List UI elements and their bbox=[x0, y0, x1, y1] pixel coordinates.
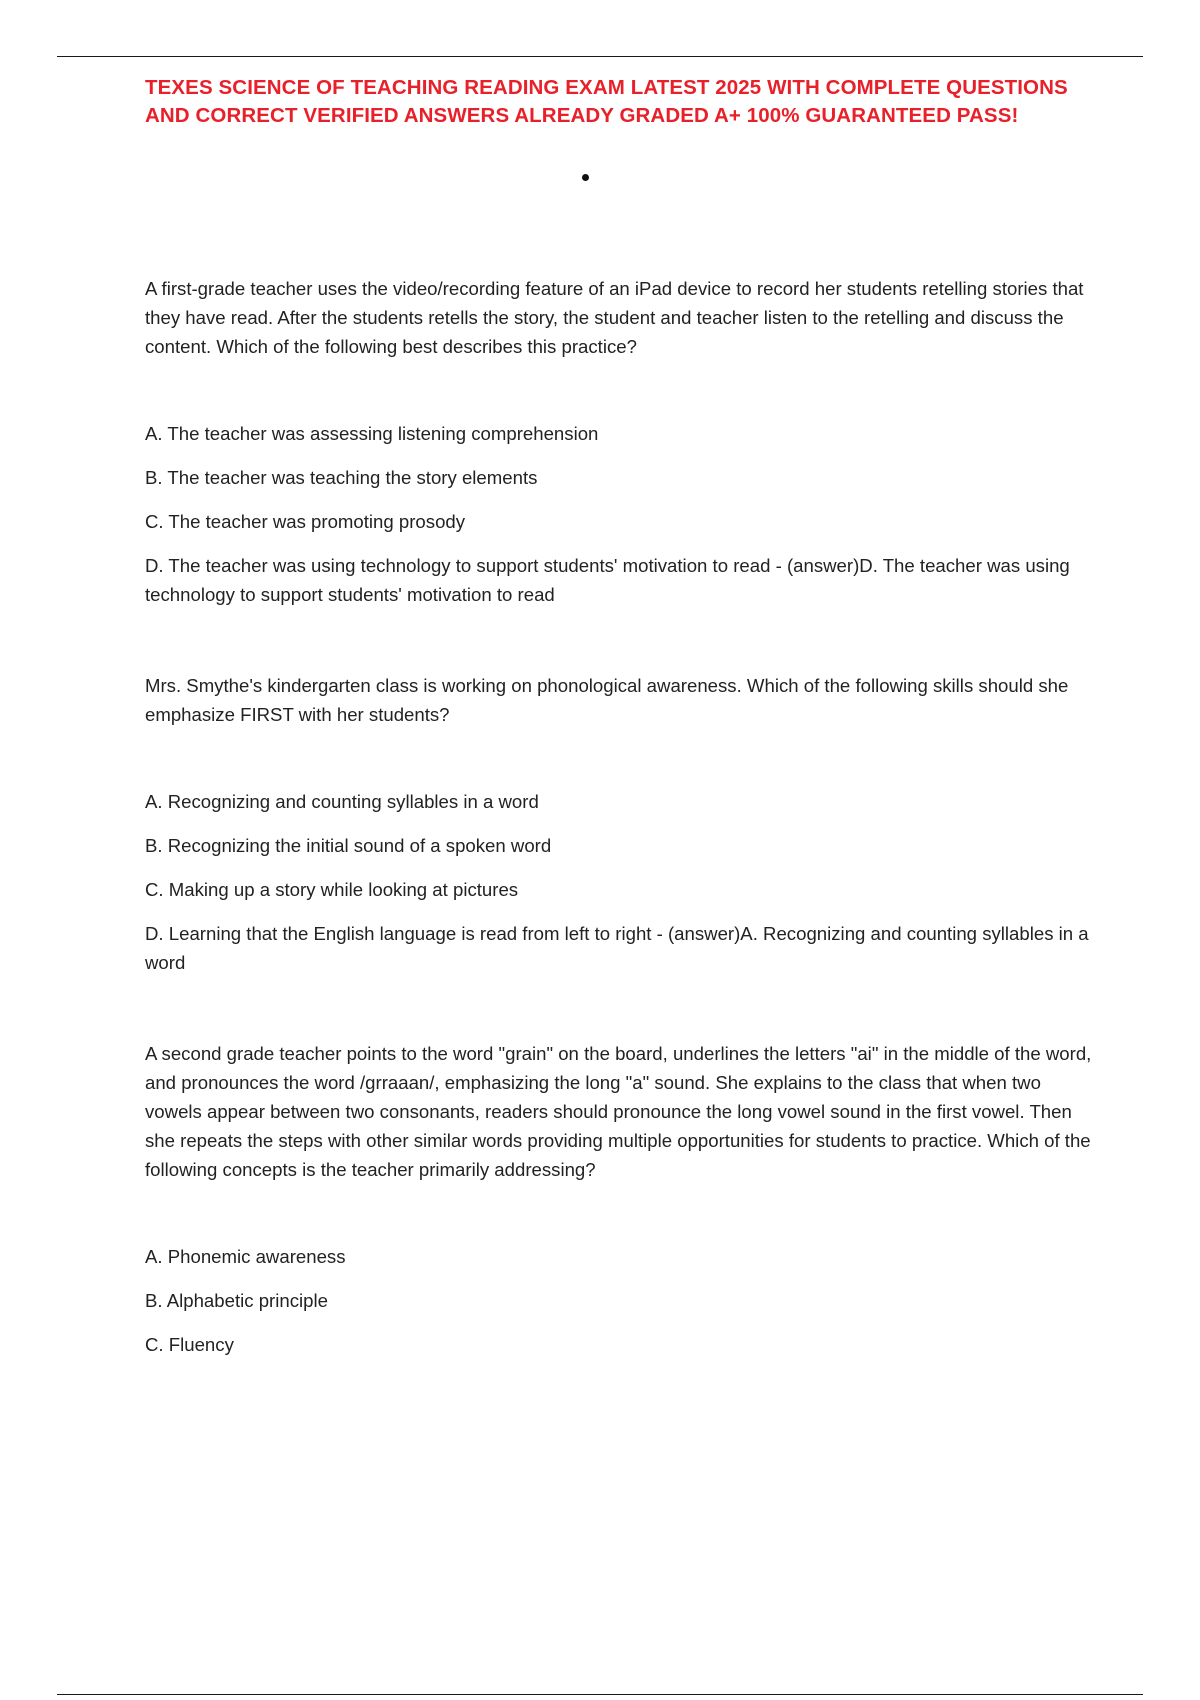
answer-options bbox=[145, 787, 1100, 977]
question-list bbox=[145, 274, 1100, 1421]
question-text: A second grade teacher points to the word "grain" on the board, underlines the letters "ai" in the middle of the word, and pronounces the word /grraaan/, emphasizing the long "a" sound. She explains to the class that when two vowels appear between two consonants, readers should pronounce the long vowel sound in the first vowel. Then she repeats the steps with other similar words providing multiple opportunities for students to practice. Which of the following concepts is the teacher primarily addressing? bbox=[145, 1043, 1092, 1180]
option-b: B. The teacher was teaching the story elements bbox=[145, 467, 538, 488]
option-b: B. Alphabetic principle bbox=[145, 1290, 328, 1311]
option-b: B. Recognizing the initial sound of a spoken word bbox=[145, 835, 552, 856]
question-block-1 bbox=[145, 274, 1100, 609]
answer-options bbox=[145, 1242, 1100, 1359]
document-title: TEXES SCIENCE OF TEACHING READING EXAM LATEST 2025 WITH COMPLETE QUESTIONS AND CORRECT VERIFIED ANSWERS ALREADY GRADED A+ 100% GUARANTEED PASS! bbox=[145, 76, 1068, 127]
option-d: D. The teacher was using technology to support students' motivation to read - (answer)D. The teacher was using technology to support students' motivation to read bbox=[145, 555, 1070, 605]
option-c: C. The teacher was promoting prosody bbox=[145, 511, 466, 532]
bottom-rule bbox=[57, 1694, 1143, 1695]
question-text: A first-grade teacher uses the video/recording feature of an iPad device to record her students retelling stories that they have read. After the students retells the story, the student and teacher listen to the retelling and discuss the content. Which of the following best describes this practice? bbox=[145, 278, 1084, 357]
question-block-3 bbox=[145, 1039, 1100, 1359]
bullet-icon bbox=[582, 174, 589, 181]
option-c: C. Making up a story while looking at pictures bbox=[145, 879, 519, 900]
option-c: C. Fluency bbox=[145, 1334, 234, 1355]
answer-options bbox=[145, 419, 1100, 609]
option-a: A. The teacher was assessing listening comprehension bbox=[145, 423, 599, 444]
option-d: D. Learning that the English language is read from left to right - (answer)A. Recognizing and counting syllables in a word bbox=[145, 923, 1089, 973]
question-text: Mrs. Smythe's kindergarten class is working on phonological awareness. Which of the following skills should she emphasize FIRST with her students? bbox=[145, 675, 1069, 725]
top-rule bbox=[57, 56, 1143, 57]
question-block-2 bbox=[145, 671, 1100, 977]
option-a: A. Recognizing and counting syllables in a word bbox=[145, 791, 539, 812]
option-a: A. Phonemic awareness bbox=[145, 1246, 346, 1267]
